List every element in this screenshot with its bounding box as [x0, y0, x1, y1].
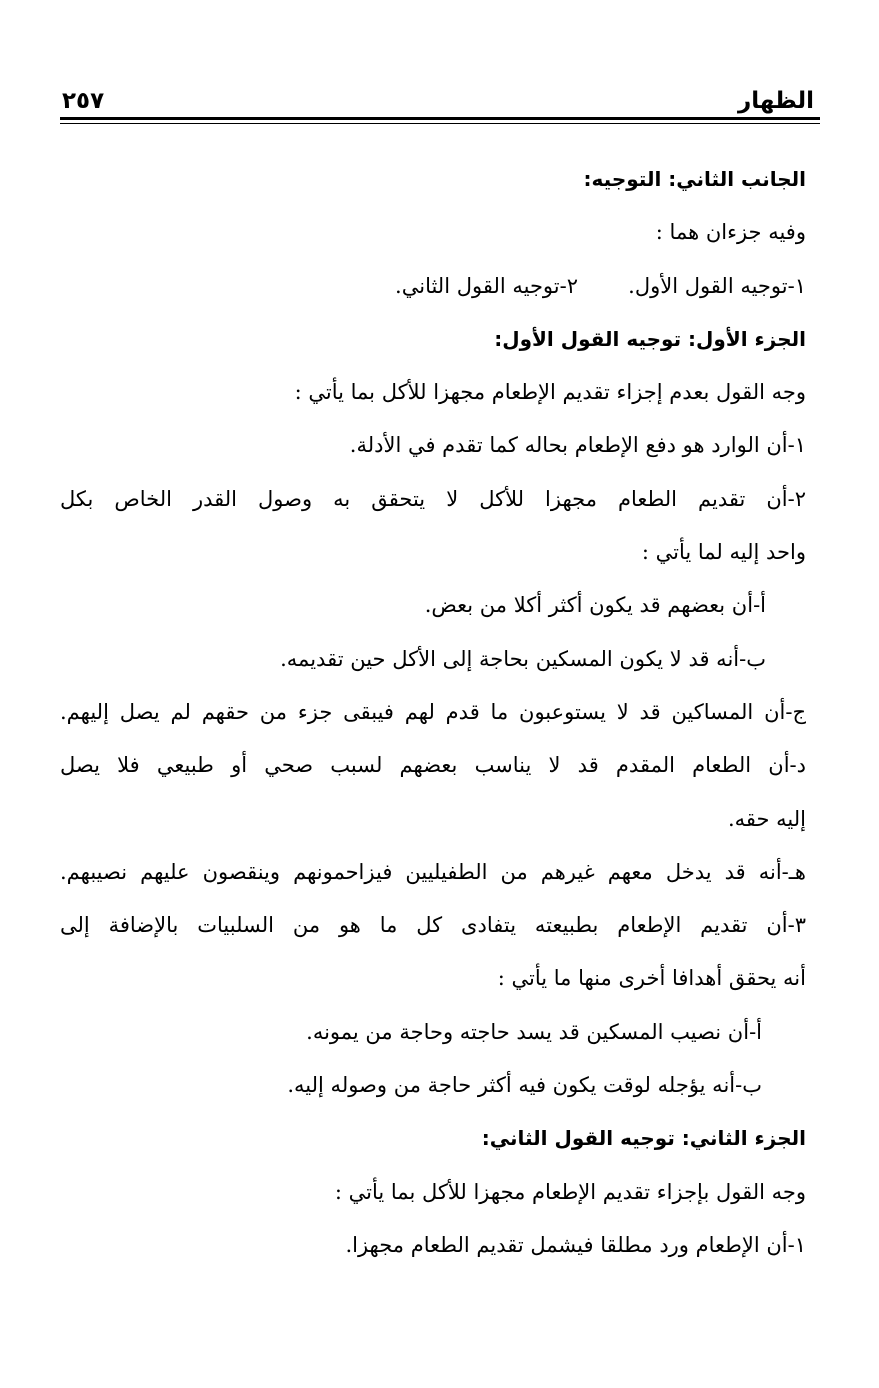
paragraph-line: وفيه جزءان هما : [655, 220, 806, 245]
running-header-title: الظهار [738, 88, 814, 114]
paragraph-line: أنه يحقق أهدافا أخرى منها ما يأتي : [497, 966, 806, 991]
header-rule-thin [60, 123, 820, 124]
part-one: ١-توجيه القول الأول. [628, 273, 806, 298]
lettered-point: ب-أنه قد لا يكون المسكين بحاجة إلى الأكل حين تقديمه. [280, 646, 766, 671]
numbered-point: ٣-أن تقديم الإطعام بطبيعته يتفادى كل ما هو من السلبيات بالإضافة إلى [60, 913, 806, 938]
page-body [60, 153, 806, 1272]
numbered-point: ١-أن الإطعام ورد مطلقا فيشمل تقديم الطعام مجهزا. [345, 1232, 806, 1257]
subsection-heading-1: الجزء الأول: توجيه القول الأول: [494, 326, 806, 351]
lettered-point: أ-أن نصيب المسكين قد يسد حاجته وحاجة من يمونه. [306, 1019, 762, 1044]
page-number: ٢٥٧ [62, 88, 105, 114]
lettered-point: هـ-أنه قد يدخل معهم غيرهم من الطفيليين فيزاحمونهم وينقصون عليهم نصيبهم. [60, 859, 806, 884]
parts-list [60, 260, 806, 313]
paragraph-line: وجه القول بعدم إجزاء تقديم الإطعام مجهزا للأكل بما يأتي : [294, 380, 806, 405]
lettered-point: أ-أن بعضهم قد يكون أكثر أكلا من بعض. [424, 593, 766, 618]
paragraph-line: واحد إليه لما يأتي : [641, 540, 806, 565]
numbered-point: ٢-أن تقديم الطعام مجهزا للأكل لا يتحقق به وصول القدر الخاص بكل [60, 486, 806, 511]
lettered-point: ج-أن المساكين قد لا يستوعبون ما قدم لهم فيبقى جزء من حقهم لم يصل إليهم. [60, 699, 806, 724]
paragraph-line: وجه القول بإجزاء تقديم الإطعام مجهزا للأكل بما يأتي : [334, 1179, 806, 1204]
header-rule-thick [60, 117, 820, 120]
numbered-point: ١-أن الوارد هو دفع الإطعام بحاله كما تقدم في الأدلة. [349, 433, 806, 458]
lettered-point: ب-أنه يؤجله لوقت يكون فيه أكثر حاجة من وصوله إليه. [287, 1073, 762, 1098]
lettered-point: د-أن الطعام المقدم قد لا يناسب بعضهم لسبب صحي أو طبيعي فلا يصل [60, 753, 806, 778]
section-heading: الجانب الثاني: التوجيه: [583, 167, 806, 191]
part-two: ٢-توجيه القول الثاني. [395, 273, 578, 298]
paragraph-line: إليه حقه. [727, 806, 806, 831]
subsection-heading-2: الجزء الثاني: توجيه القول الثاني: [481, 1126, 806, 1151]
